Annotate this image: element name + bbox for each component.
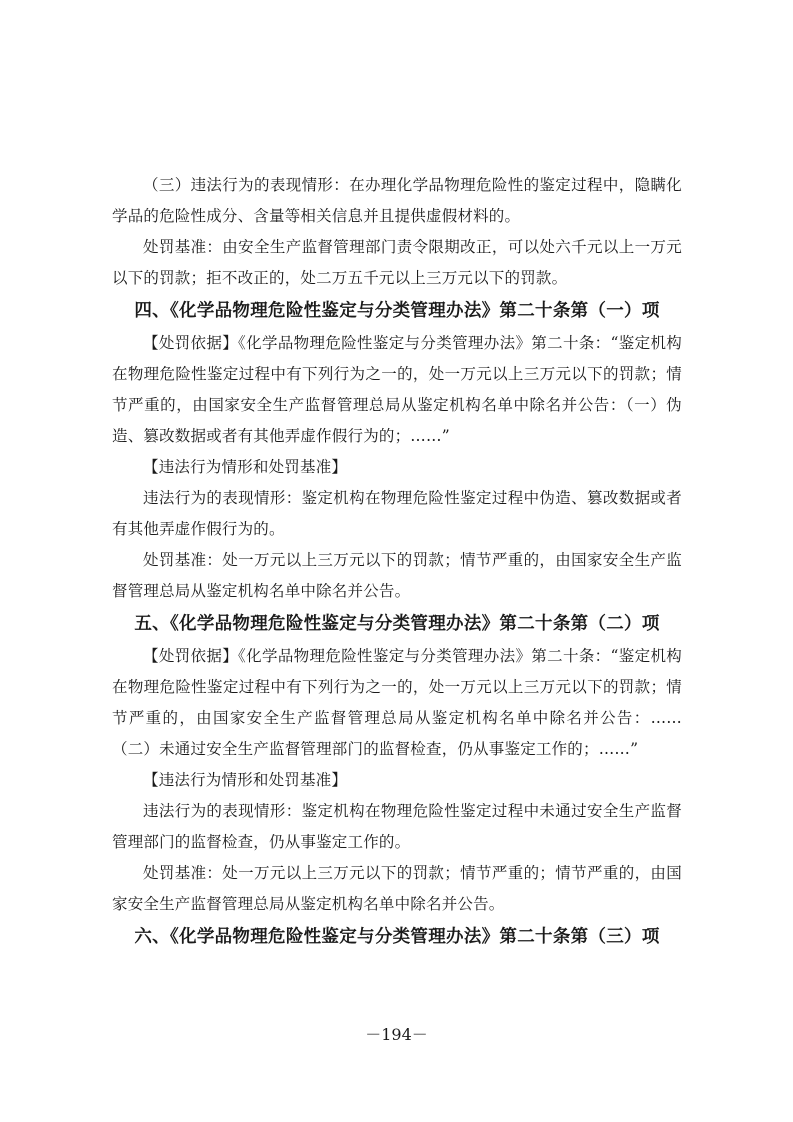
section-heading-5: 五、《化学品物理危险性鉴定与分类管理办法》第二十条第（二）项 — [134, 614, 660, 634]
paragraph-violation-4: 违法行为的表现情形：鉴定机构在物理危险性鉴定过程中伪造、篡改数据或者有其他弄虚作假行为的。 — [112, 489, 682, 538]
section-heading-4: 四、《化学品物理危险性鉴定与分类管理办法》第二十条第（一）项 — [134, 301, 660, 321]
page-number: －194－ — [365, 1025, 428, 1044]
paragraph-penalty-basis-5: 【处罚依据】《化学品物理危险性鉴定与分类管理办法》第二十条：“鉴定机构在物理危险性鉴定过程中有下列行为之一的，处一万元以上三万元以下的罚款；情节严重的，由国家安全生产监督管理总局从鉴定机构名单中除名并公告：……（二）未通过安全生产监督管理部门的监督检查，仍从事鉴定工作的；……” — [112, 647, 682, 758]
paragraph-penalty-standard-5: 处罚基准：处一万元以上三万元以下的罚款；情节严重的；情节严重的，由国家安全生产监督管理总局从鉴定机构名单中除名并公告。 — [112, 864, 682, 913]
page-body — [112, 170, 682, 954]
section-heading-6: 六、《化学品物理危险性鉴定与分类管理办法》第二十条第（三）项 — [134, 927, 660, 947]
paragraph-penalty-standard-3: 处罚基准：由安全生产监督管理部门责令限期改正，可以处六千元以上一万元以下的罚款；拒不改正的，处二万五千元以上三万元以下的罚款。 — [112, 238, 682, 287]
paragraph-violation-3: （三）违法行为的表现情形：在办理化学品物理危险性的鉴定过程中，隐瞒化学品的危险性成分、含量等相关信息并且提供虚假材料的。 — [112, 176, 682, 225]
subheading-violation-standard-4: 【违法行为情形和处罚基准】 — [143, 458, 348, 476]
subheading-violation-standard-5: 【违法行为情形和处罚基准】 — [143, 771, 348, 789]
paragraph-penalty-basis-4: 【处罚依据】《化学品物理危险性鉴定与分类管理办法》第二十条：“鉴定机构在物理危险性鉴定过程中有下列行为之一的，处一万元以上三万元以下的罚款；情节严重的，由国家安全生产监督管理总局从鉴定机构名单中除名并公告：（一）伪造、篡改数据或者有其他弄虚作假行为的；……” — [112, 334, 682, 445]
paragraph-penalty-standard-4: 处罚基准：处一万元以上三万元以下的罚款；情节严重的，由国家安全生产监督管理总局从鉴定机构名单中除名并公告。 — [112, 551, 682, 600]
paragraph-violation-5: 违法行为的表现情形：鉴定机构在物理危险性鉴定过程中未通过安全生产监督管理部门的监督检查，仍从事鉴定工作的。 — [112, 802, 682, 851]
